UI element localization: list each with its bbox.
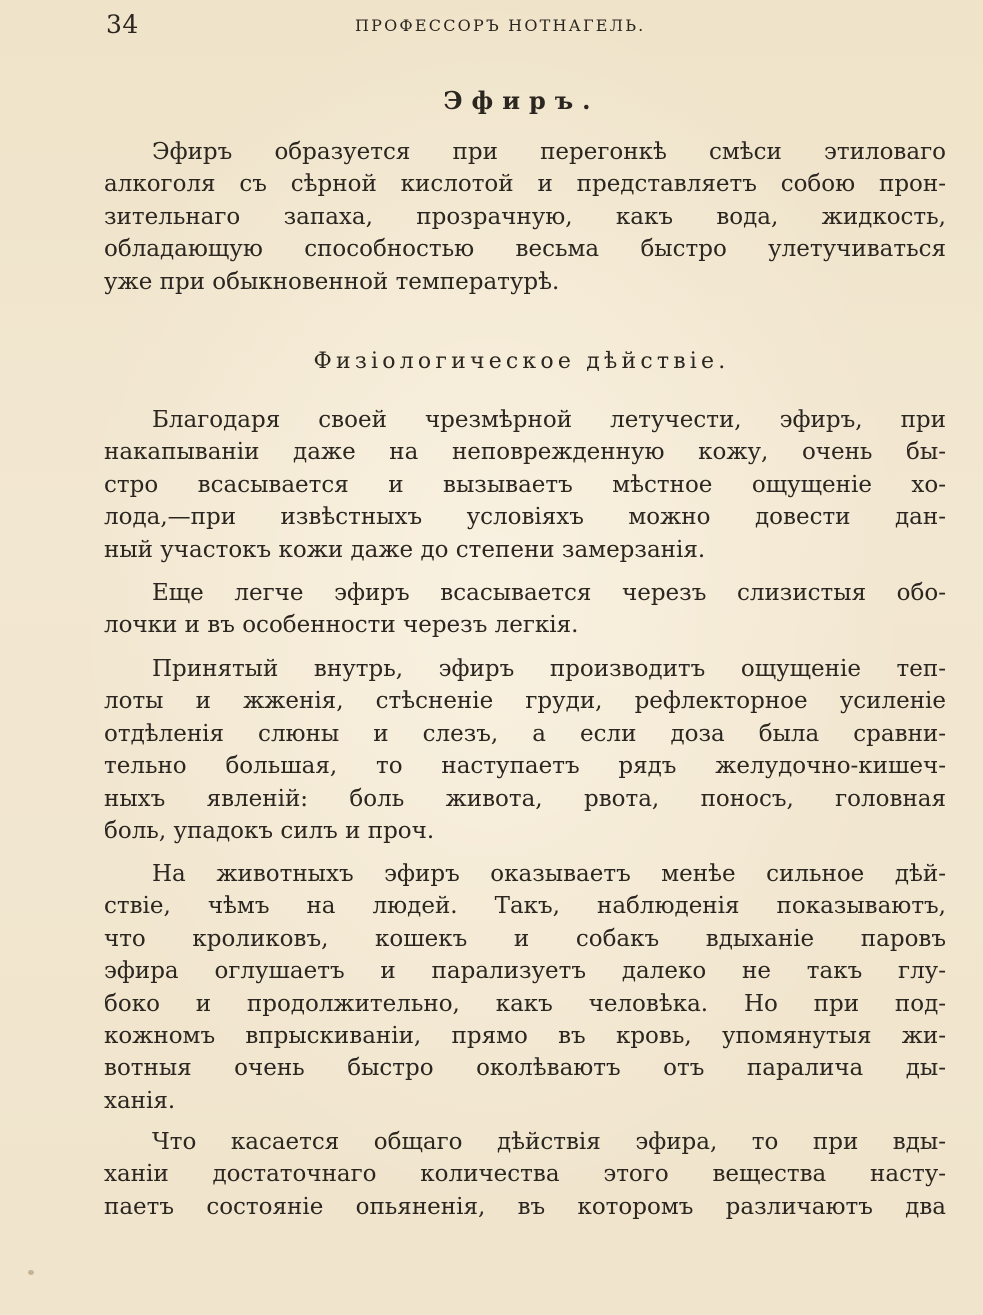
intro-paragraph	[104, 136, 946, 298]
text-line: отдѣленiя слюны и слезъ, а если доза была сравни-	[104, 720, 946, 747]
text-line: Эфиръ образуется при перегонкѣ смѣси этиловаго	[152, 139, 946, 165]
page-number: 34	[106, 10, 139, 39]
text-line: ханiя.	[104, 1087, 176, 1114]
text-line: тельно большая, то наступаетъ рядъ желудочно-кишеч-	[104, 753, 946, 780]
text-line: лоты и жженiя, стѣсненiе груди, рефлекторное усиленiе	[104, 688, 946, 715]
text-line: Что касается общаго дѣйствiя эфира, то при вды-	[152, 1129, 946, 1155]
paragraph-3	[104, 653, 946, 847]
text-line: На животныхъ эфиръ оказываетъ менѣе сильное дѣй-	[152, 861, 946, 887]
text-line: боко и продолжительно, какъ человѣка. Но при под-	[104, 990, 946, 1017]
text-line: ханiи достаточнаго количества этого вещества насту-	[104, 1161, 946, 1188]
paragraph-4	[104, 858, 946, 1117]
subsection-title: Физiологическое дѣйствiе.	[313, 349, 730, 374]
paper-stain	[28, 1270, 34, 1275]
text-line: что кроликовъ, кошекъ и собакъ вдыханiе паровъ	[104, 925, 946, 952]
text-line: обладающую способностью весьма быстро улетучиваться	[104, 236, 946, 263]
text-line: эфира оглушаетъ и парализуетъ далеко не такъ глу-	[104, 958, 946, 985]
text-line: вотныя очень быстро околѣваютъ отъ паралича ды-	[104, 1055, 946, 1082]
text-line: стро всасывается и вызываетъ мѣстное ощущенiе хо-	[104, 471, 946, 498]
text-line: паетъ состоянiе опьяненiя, въ которомъ различаютъ два	[104, 1193, 946, 1220]
text-line: Благодаря своей чрезмѣрной летучести, эфиръ, при	[152, 407, 946, 433]
running-title: ПРОФЕССОРЪ НОТНАГЕЛЬ.	[355, 16, 646, 35]
text-line: ныхъ явленiй: боль живота, рвота, поносъ, головная	[104, 785, 946, 812]
paragraph-5	[104, 1126, 946, 1223]
text-line: боль, упадокъ силъ и проч.	[104, 817, 435, 844]
text-line: ствiе, чѣмъ на людей. Такъ, наблюденiя показываютъ,	[104, 893, 946, 920]
section-title: Эфиръ.	[443, 86, 600, 115]
text-line: лочки и въ особенности черезъ легкiя.	[104, 612, 579, 639]
text-line: лода,—при извѣстныхъ условiяхъ можно довести дан-	[104, 504, 946, 531]
text-line: уже при обыкновенной температурѣ.	[104, 268, 560, 295]
running-head	[0, 0, 983, 50]
text-line: алкоголя съ сѣрной кислотой и представляетъ собою прон-	[104, 171, 946, 198]
paragraph-1	[104, 404, 946, 566]
text-line: кожномъ впрыскиванiи, прямо въ кровь, упомянутыя жи-	[104, 1022, 946, 1049]
text-line: накапыванiи даже на неповрежденную кожу, очень бы-	[104, 439, 946, 466]
text-line: Еще легче эфиръ всасывается черезъ слизистыя обо-	[152, 580, 946, 606]
paragraph-2	[104, 577, 946, 642]
text-line: Принятый внутрь, эфиръ производитъ ощущенiе теп-	[152, 656, 946, 682]
text-line: зительнаго запаха, прозрачную, какъ вода, жидкость,	[104, 203, 946, 230]
text-line: ный участокъ кожи даже до степени замерзанiя.	[104, 536, 706, 563]
